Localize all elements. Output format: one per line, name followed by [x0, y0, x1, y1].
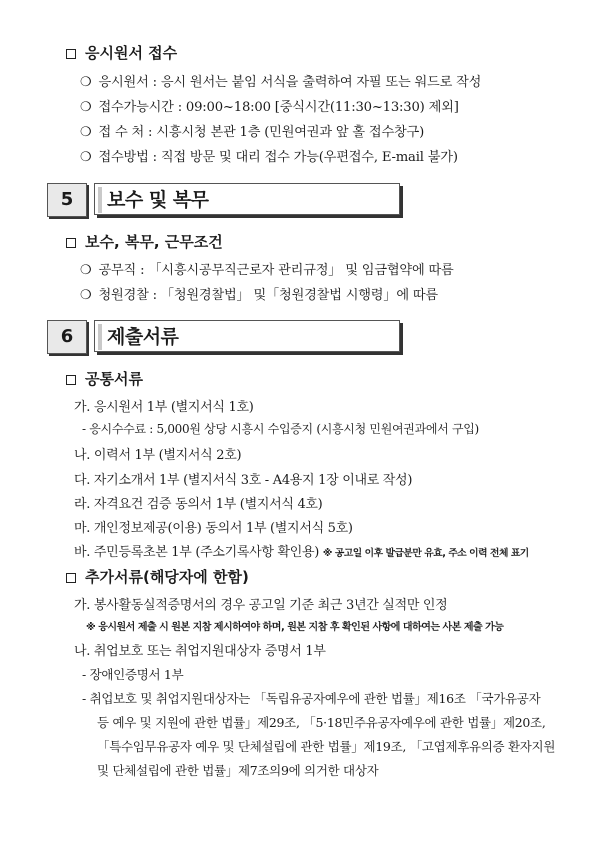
pay-heading: 보수, 복무, 근무조건: [66, 231, 223, 252]
application-heading: 응시원서 접수: [66, 42, 177, 63]
application-bullet-location: ❍ 접 수 처 : 시흥시청 본관 1층 (민원여권과 앞 홀 접수창구): [80, 125, 425, 140]
circle-bullet-icon: ❍: [80, 100, 92, 115]
circle-bullet-icon: ❍: [80, 150, 92, 165]
additional-docs-heading: 추가서류(해당자에 한함): [66, 566, 249, 587]
common-item-ba-note: ※ 공고일 이후 발급분만 유효, 주소 이력 전체 표기: [322, 548, 529, 559]
common-item-na: 나. 이력서 1부 (별지서식 2호): [74, 448, 242, 463]
square-bullet-icon: [66, 573, 76, 583]
pay-bullet-guard: ❍ 청원경찰 : 「청원경찰법」 및「청원경찰법 시행령」에 따름: [80, 288, 438, 303]
section-title: 제출서류: [94, 320, 400, 352]
additional-item-na-sub1: - 장애인증명서 1부: [82, 667, 184, 682]
square-bullet-icon: [66, 49, 76, 59]
common-docs-heading: 공통서류: [66, 368, 143, 389]
section-5-header: [47, 183, 403, 217]
section-title: 보수 및 복무: [94, 183, 400, 215]
common-item-ba: 바. 주민등록초본 1부 (주소기록사항 확인용) ※ 공고일 이후 발급분만 유효, 주소 이력 전체 표기: [74, 545, 529, 560]
square-bullet-icon: [66, 238, 76, 248]
additional-item-ga-note: ※ 응시원서 제출 시 원본 지참 제시하여야 하며, 원본 지참 후 확인된 사항에 대하여는 사본 제출 가능: [86, 622, 504, 633]
common-item-da: 다. 자기소개서 1부 (별지서식 3호 - A4용지 1장 이내로 작성): [74, 473, 413, 488]
additional-item-na-sub2-line1: - 취업보호 및 취업지원대상자는 「독립유공자예우에 관한 법률」제16조 「국가유공자: [82, 691, 541, 706]
circle-bullet-icon: ❍: [80, 125, 92, 140]
additional-item-na-sub2-line3: 「특수임무유공자 예우 및 단체설립에 관한 법률」제19조, 「고엽제후유의증 환자지원: [97, 739, 556, 754]
application-bullet-hours: ❍ 접수가능시간 : 09:00~18:00 [중식시간(11:30~13:30) 제외]: [80, 100, 459, 115]
section-number: 6: [47, 320, 87, 354]
circle-bullet-icon: ❍: [80, 263, 92, 278]
common-item-ra: 라. 자격요건 검증 동의서 1부 (별지서식 4호): [74, 497, 323, 512]
application-bullet-form: ❍ 응시원서 : 응시 원서는 붙임 서식을 출력하여 자필 또는 워드로 작성: [80, 75, 482, 90]
common-item-ma: 마. 개인정보제공(이용) 동의서 1부 (별지서식 5호): [74, 521, 353, 536]
square-bullet-icon: [66, 375, 76, 385]
circle-bullet-icon: ❍: [80, 75, 92, 90]
circle-bullet-icon: ❍: [80, 288, 92, 303]
section-6-header: [47, 320, 403, 354]
pay-bullet-worker: ❍ 공무직 : 「시흥시공무직근로자 관리규정」 및 임금협약에 따름: [80, 263, 454, 278]
section-number: 5: [47, 183, 87, 217]
additional-item-na-sub2-line4: 및 단체설립에 관한 법률」제7조의9에 의거한 대상자: [97, 763, 379, 778]
application-bullet-method: ❍ 접수방법 : 직접 방문 및 대리 접수 가능(우편접수, E-mail 불가): [80, 150, 458, 165]
additional-item-na: 나. 취업보호 또는 취업지원대상자 증명서 1부: [74, 644, 326, 659]
additional-item-na-sub2-line2: 등 예우 및 지원에 관한 법률」제29조, 「5·18민주유공자예우에 관한 법률」제20조,: [97, 715, 546, 730]
common-item-ga-sub: - 응시수수료 : 5,000원 상당 시흥시 수입증지 (시흥시청 민원여권과에서 구입): [82, 422, 479, 436]
common-item-ga: 가. 응시원서 1부 (별지서식 1호): [74, 400, 254, 415]
additional-item-ga: 가. 봉사활동실적증명서의 경우 공고일 기준 최근 3년간 실적만 인정: [74, 598, 448, 613]
